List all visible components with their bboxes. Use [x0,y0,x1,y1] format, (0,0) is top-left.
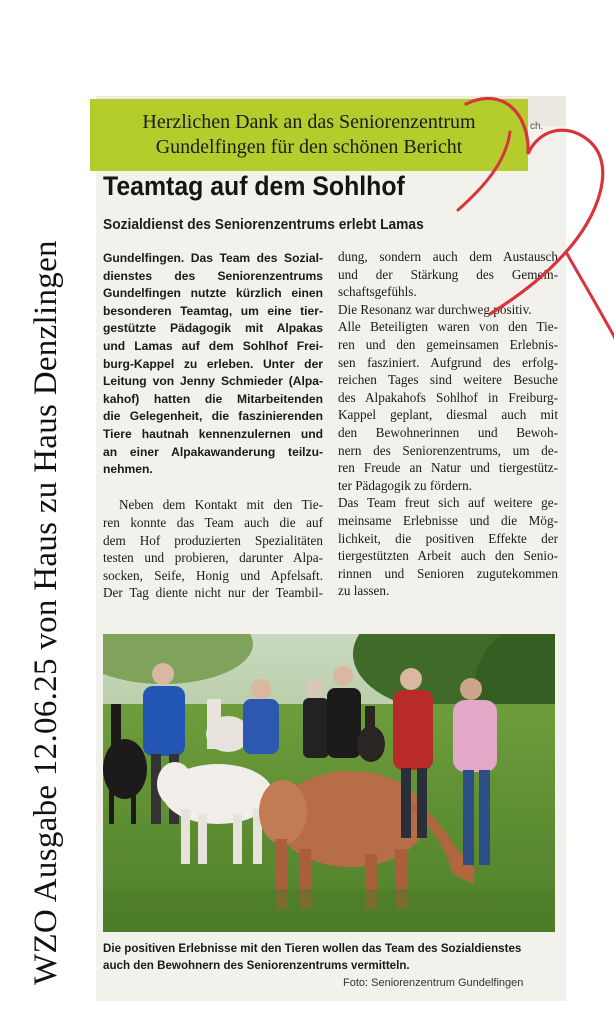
body-line: und der Stärkung des Gemein- [338,266,558,282]
body-line: sen fasziniert. Aufgrund des erfolg- [338,354,558,370]
body-line: socken, Seife, Honig und Apfelsaft. [103,567,323,583]
body-line: Kappel geplant, diesmal auch mit [338,407,558,423]
lead-line: gestützte Pädagogik mit Alpakas [103,321,323,336]
body-line: meinsame Erlebnisse und die Mög- [338,512,558,528]
lead-line: Leitung von Jenny Schmieder (Alpa- [103,374,323,389]
body-line: den Bewohnerinnen und Bewoh- [338,424,558,440]
body-line: dung, sondern auch dem Austausch [338,249,558,264]
thanks-banner-line1: Herzlichen Dank an das Seniorenzentrum [142,111,476,133]
lead-line: Tiere hautnah kennenzulernen und [103,426,323,441]
body-line: ter Pädagogik zu fördern. [338,477,473,493]
body-line: nern des Seniorenzentrums, um de- [338,442,558,458]
body-line: dem Hof produzierten Spezialitäten [103,532,323,548]
photo-caption [103,940,559,974]
lead-line: an einer Alpakawanderung teilzu- [103,444,323,459]
lead-line: kahof) hatten die Mitarbeitenden [103,391,323,406]
lead-line: dienstes des Seniorenzentrums [103,268,323,283]
lead-line: Gundelfingen. Das Team des Sozial- [103,251,323,265]
article-column-left [103,250,323,602]
body-line: testen und probieren, darunter Alpa- [103,550,323,566]
body-line: tiergestützten Arbeit auch den Senio- [338,548,558,564]
caption-line: Die positiven Erlebnisse mit den Tieren wollen das Team des Sozialdienstes [103,942,522,955]
body-line: Neben dem Kontakt mit den Tie- [119,497,323,513]
vertical-edition-label: WZO Ausgabe 12.06.25 von Haus zu Haus Denzlingen [28,240,64,985]
article-photo [103,634,555,932]
body-line: rinnen und Senioren zugutekommen [338,565,558,581]
body-line: Der Tag diente nicht nur der Teambil- [103,585,323,601]
article-subheadline: Sozialdienst des Seniorenzentrums erlebt Lamas [103,217,424,233]
body-line: Die Resonanz war durchweg positiv. [338,301,532,317]
body-line: reichen Tages sind weitere Besuche [338,372,558,388]
lead-line: nehmen. [103,462,153,477]
body-line: schaftsgefühls. [338,284,417,300]
lead-line: die Gelegenheit, die faszinierenden [103,409,323,424]
lead-line: burg-Kappel zu erleben. Unter der [103,356,323,371]
body-line: zu lassen. [338,583,390,599]
body-line: lichkeit, die positiven Effekte der [338,530,558,546]
body-line: Alle Beteiligten waren von den Tie- [338,319,558,335]
lead-line: Gundelfingen nutzte kürzlich einen [103,286,323,301]
body-line: ren Freude an Natur und tiergestütz- [338,460,558,476]
caption-line: auch den Bewohnern des Seniorenzentrums vermitteln. [103,959,410,972]
body-line: ren und den gemeinsamen Erlebnis- [338,336,558,352]
page-marker: ch. [530,121,544,132]
thanks-banner-line2: Gundelfingen für den schönen Bericht [155,136,463,158]
body-line: Das Team freut sich auf weitere ge- [338,495,558,511]
alpaca-group-photo [103,634,555,932]
body-line: ren konnte das Team auch die auf [103,514,323,530]
heart-icon [448,92,614,342]
article-headline: Teamtag auf dem Sohlhof [103,171,405,201]
body-line: des Alpakahofs Sohlhof in Freiburg- [338,389,558,405]
photo-credit: Foto: Seniorenzentrum Gundelfingen [343,977,524,989]
lead-line: und Lamas auf dem Sohlhof Frei- [103,338,323,353]
lead-line: besonderen Teamtag, um eine tier- [103,303,323,318]
